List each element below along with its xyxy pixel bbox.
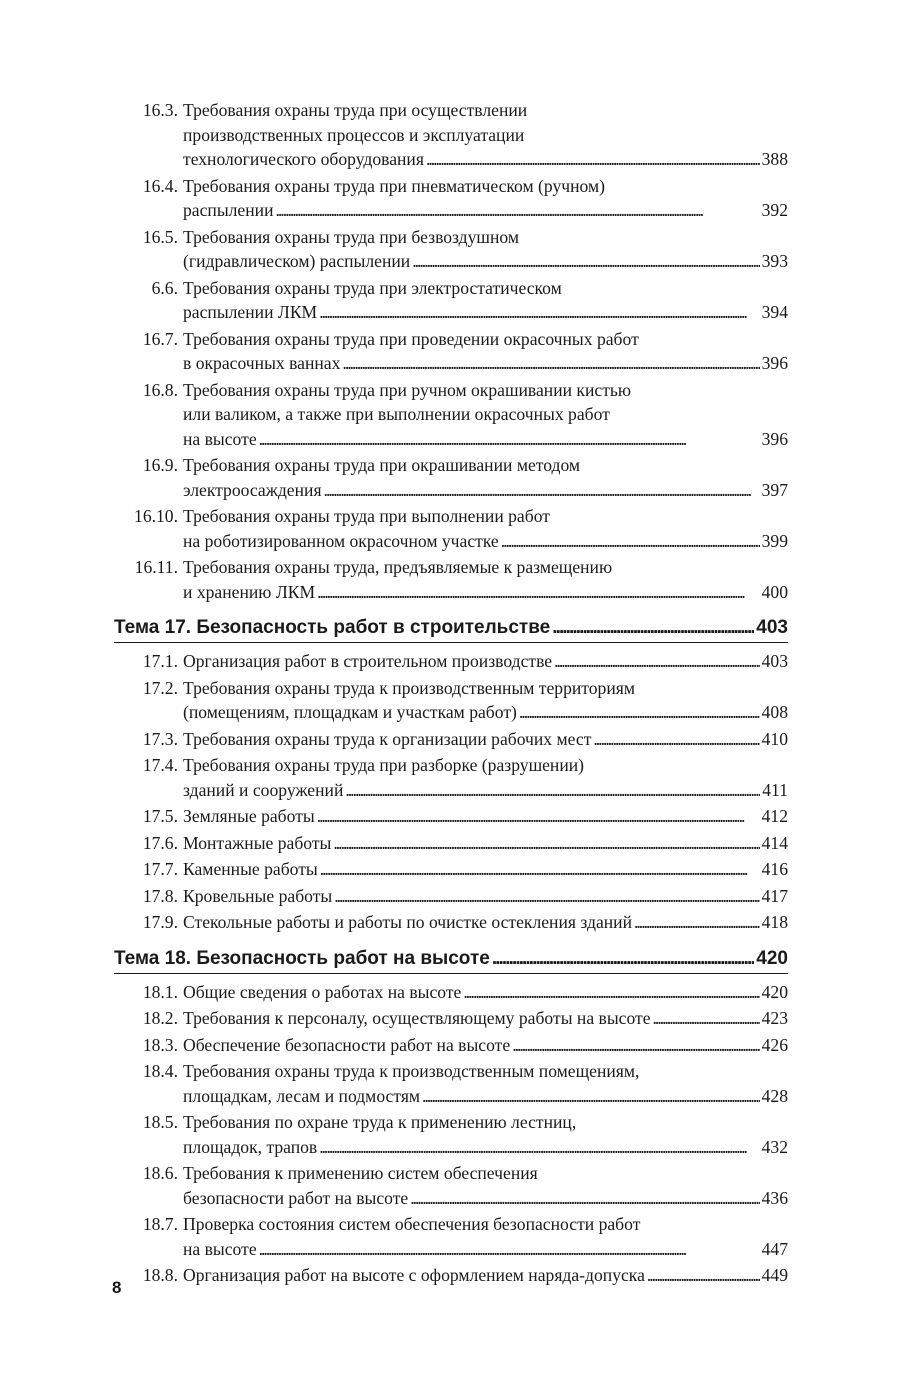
entry-text: Каменные работы	[183, 859, 318, 879]
entry-page: 411	[762, 779, 788, 800]
entry-page: 426	[761, 1034, 788, 1055]
entry-text: Требования охраны труда при проведении окрасочных работ	[183, 328, 639, 349]
entry-number: 16.5.	[142, 226, 178, 247]
entry-page: 392	[761, 200, 788, 220]
entry-number: 18.1.	[142, 981, 178, 1002]
toc-entry	[114, 727, 788, 752]
entry-text: Требования охраны труда к производственным помещениям,	[183, 1061, 640, 1081]
entry-text: Требования охраны труда при безвоздушном	[183, 226, 519, 247]
entry-page: 412	[761, 806, 788, 826]
entry-text: Требования к применению систем обеспечения	[183, 1163, 538, 1183]
toc-entry	[114, 804, 788, 829]
toc-entry	[114, 453, 788, 502]
entry-text: Требования охраны труда к организации рабочих мест	[183, 728, 592, 749]
topic-title: Тема 17. Безопасность работ в строительстве	[114, 617, 551, 638]
entry-page: 447	[761, 1238, 788, 1259]
entry-page: 417	[761, 885, 788, 906]
entry-text: на роботизированном окрасочном участке	[183, 530, 499, 551]
entry-page: 416	[761, 859, 788, 879]
toc-entry	[114, 857, 788, 882]
entry-number: 16.8.	[142, 379, 178, 400]
entry-number: 18.3.	[142, 1034, 178, 1055]
toc-entry	[114, 1006, 788, 1031]
entry-page: 388	[761, 149, 788, 169]
entry-number: 18.2.	[142, 1008, 178, 1028]
entry-number: 17.2.	[142, 677, 178, 698]
entry-page: 403	[761, 651, 788, 671]
toc-entry	[114, 1212, 788, 1261]
toc-entry	[114, 378, 788, 452]
toc-entry	[114, 555, 788, 604]
entry-page: 408	[761, 702, 788, 722]
entry-page: 396	[761, 353, 788, 373]
entry-page: 420	[761, 981, 788, 1002]
entry-text: Требования охраны труда при выполнении работ	[183, 506, 550, 526]
entry-page: 396	[761, 428, 788, 449]
entry-page: 428	[761, 1085, 788, 1106]
toc-entry	[114, 676, 788, 725]
entry-number: 17.5.	[142, 806, 178, 826]
entry-number: 18.7.	[142, 1214, 178, 1234]
toc-entry	[114, 327, 788, 376]
entry-number: 18.8.	[142, 1265, 178, 1285]
entry-number: 16.10.	[134, 506, 178, 526]
entry-page: 393	[761, 251, 788, 271]
entry-page: 399	[761, 530, 788, 551]
entry-page: 432	[761, 1136, 788, 1157]
entry-text: Монтажные работы	[183, 832, 332, 853]
topic-page: 403	[756, 617, 788, 638]
entry-number: 18.5.	[142, 1112, 178, 1132]
section-17-list	[114, 649, 788, 935]
entry-number: 6.6.	[151, 277, 178, 298]
entry-text: Требования охраны труда при осуществлении	[183, 100, 528, 120]
entry-text: Требования охраны труда к производственным территориям	[183, 677, 635, 698]
toc-entry	[114, 1059, 788, 1108]
toc-entry	[114, 910, 788, 935]
entry-text: распылении ЛКМ	[183, 302, 318, 322]
entry-page: 394	[761, 302, 788, 322]
entry-number: 17.8.	[142, 885, 178, 906]
topic-page: 420	[756, 947, 788, 969]
entry-text: Требования охраны труда при окрашивании методом	[183, 455, 581, 475]
toc-entry	[114, 276, 788, 325]
entry-number: 17.6.	[142, 832, 178, 853]
entry-text: Кровельные работы	[183, 885, 333, 906]
entry-number: 18.4.	[142, 1061, 178, 1081]
entry-text: на высоте	[183, 428, 257, 449]
section-16-list	[114, 98, 788, 604]
entry-text: распылении	[183, 200, 274, 220]
entry-page: 418	[761, 912, 788, 932]
topic-18-heading	[114, 945, 788, 974]
entry-number: 16.11.	[134, 557, 178, 577]
entry-text: Проверка состояния систем обеспечения безопасности работ	[183, 1214, 641, 1234]
toc-entry	[114, 1161, 788, 1210]
entry-number: 17.1.	[142, 651, 178, 671]
entry-text: Требования охраны труда при ручном окрашивании кистью	[183, 379, 632, 400]
entry-text: зданий и сооружений	[183, 779, 344, 800]
table-of-contents	[114, 98, 788, 1290]
toc-entry	[114, 1033, 788, 1058]
entry-number: 16.4.	[142, 175, 178, 196]
entry-text: в окрасочных ваннах	[183, 353, 341, 373]
entry-text: (гидравлическом) распылении	[183, 251, 411, 271]
entry-text: Общие сведения о работах на высоте	[183, 981, 462, 1002]
entry-text: технологического оборудования	[183, 149, 424, 169]
toc-entry	[114, 174, 788, 223]
topic-17-heading	[114, 614, 788, 643]
entry-text: Требования к персоналу, осуществляющему работы на высоте	[183, 1008, 651, 1028]
entry-text: (помещениям, площадкам и участкам работ)	[183, 702, 517, 722]
entry-page: 410	[761, 728, 788, 749]
entry-number: 17.9.	[142, 912, 178, 932]
entry-page: 423	[761, 1008, 788, 1028]
entry-text: и хранению ЛКМ	[183, 581, 316, 602]
toc-entry	[114, 1110, 788, 1159]
entry-number: 17.7.	[142, 859, 178, 879]
toc-entry	[114, 98, 788, 172]
toc-entry	[114, 753, 788, 802]
entry-text: Земляные работы	[183, 806, 315, 826]
entry-page: 400	[761, 581, 788, 602]
entry-text: Требования охраны труда при пневматическом (ручном)	[183, 175, 605, 196]
entry-text: Организация работ на высоте с оформлением наряда-допуска	[183, 1265, 645, 1285]
toc-entry	[114, 225, 788, 274]
entry-text: безопасности работ на высоте	[183, 1187, 409, 1208]
entry-number: 16.9.	[142, 455, 178, 475]
section-18-list	[114, 980, 788, 1288]
entry-page: 436	[761, 1187, 788, 1208]
toc-entry	[114, 831, 788, 856]
entry-number: 17.3.	[142, 728, 178, 749]
toc-entry	[114, 1263, 788, 1288]
entry-text: Требования по охране труда к применению лестниц,	[183, 1112, 577, 1132]
entry-page: 397	[761, 479, 788, 500]
entry-text: Стекольные работы и работы по очистке остекления зданий	[183, 912, 633, 932]
entry-page: 414	[761, 832, 788, 853]
entry-text: площадок, трапов	[183, 1136, 318, 1157]
entry-number: 16.3.	[142, 100, 178, 120]
toc-entry	[114, 884, 788, 909]
entry-page: 449	[761, 1265, 788, 1285]
toc-entry	[114, 504, 788, 553]
toc-entry	[114, 649, 788, 674]
toc-entry	[114, 980, 788, 1005]
page-number: 8	[112, 1278, 122, 1297]
entry-text: площадкам, лесам и подмостям	[183, 1085, 421, 1106]
entry-number: 17.4.	[142, 755, 178, 775]
entry-number: 16.7.	[142, 328, 178, 349]
entry-text: или валиком, а также при выполнении окрасочных работ	[183, 404, 610, 424]
entry-text: Требования охраны труда при разборке (разрушении)	[183, 755, 585, 775]
entry-text: Требования охраны труда, предъявляемые к размещению	[183, 557, 613, 577]
entry-text: Требования охраны труда при электростатическом	[183, 277, 562, 298]
entry-text: производственных процессов и эксплуатации	[183, 124, 525, 145]
entry-text: Организация работ в строительном производстве	[183, 651, 553, 671]
entry-text: Обеспечение безопасности работ на высоте	[183, 1034, 511, 1055]
entry-text: электроосаждения	[183, 479, 322, 500]
entry-text: на высоте	[183, 1238, 257, 1259]
entry-number: 18.6.	[142, 1163, 178, 1183]
topic-title: Тема 18. Безопасность работ на высоте	[114, 947, 490, 969]
